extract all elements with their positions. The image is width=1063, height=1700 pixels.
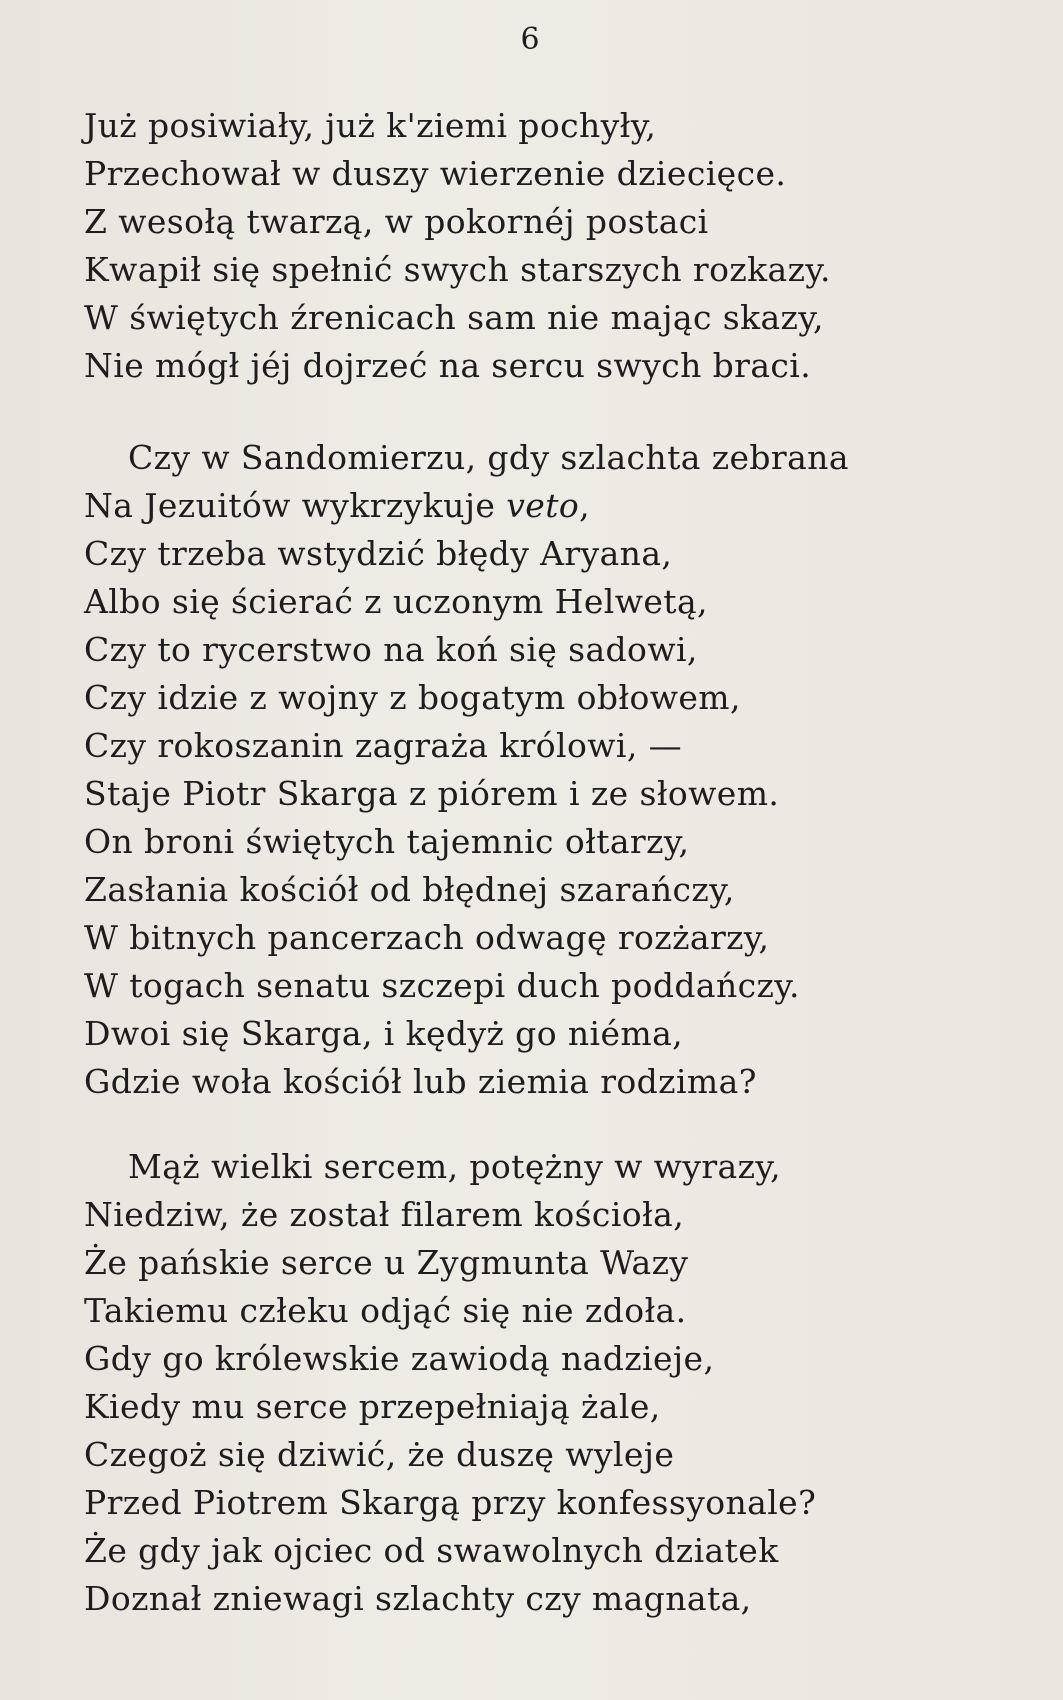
verse-line: W bitnych pancerzach odwagę rozżarzy, bbox=[84, 918, 770, 957]
verse-line: Z wesołą twarzą, w pokornéj postaci bbox=[84, 202, 709, 241]
stanza-3 bbox=[84, 1143, 816, 1623]
stanza-2 bbox=[84, 434, 849, 1106]
verse-line: Zasłania kościół od błędnej szarańczy, bbox=[84, 870, 735, 909]
verse-line: Czy rokoszanin zagraża królowi, — bbox=[84, 726, 683, 765]
verse-line: Kwapił się spełnić swych starszych rozkazy. bbox=[84, 250, 831, 289]
verse-line bbox=[84, 482, 849, 530]
verse-line: Przed Piotrem Skargą przy konfessyonale? bbox=[84, 1483, 817, 1522]
verse-line: Niedziw, że został filarem kościoła, bbox=[84, 1195, 685, 1234]
verse-line: Nie mógł jéj dojrzeć na sercu swych braci. bbox=[84, 346, 812, 385]
verse-line: On broni świętych tajemnic ołtarzy, bbox=[84, 822, 690, 861]
verse-line: Czy idzie z wojny z bogatym obłowem, bbox=[84, 678, 741, 717]
verse-line: Staje Piotr Skarga z piórem i ze słowem. bbox=[84, 774, 780, 813]
verse-line: Czy to rycerstwo na koń się sadowi, bbox=[84, 630, 698, 669]
page-number: 6 bbox=[520, 22, 540, 57]
verse-line: Gdy go królewskie zawiodą nadzieje, bbox=[84, 1339, 715, 1378]
verse-line: Że gdy jak ojciec od swawolnych dziatek bbox=[84, 1531, 779, 1570]
verse-line: Czy trzeba wstydzić błędy Aryana, bbox=[84, 534, 673, 573]
stanza-1 bbox=[84, 102, 831, 390]
verse-line: Dwoi się Skarga, i kędyż go niéma, bbox=[84, 1014, 684, 1053]
verse-line: Że pańskie serce u Zygmunta Wazy bbox=[84, 1243, 689, 1282]
verse-line: Już posiwiały, już k'ziemi pochyły, bbox=[84, 106, 657, 145]
verse-line: Kiedy mu serce przepełniają żale, bbox=[84, 1387, 661, 1426]
verse-line-first: Mąż wielki sercem, potężny w wyrazy, bbox=[128, 1147, 781, 1186]
verse-line: Czegoż się dziwić, że duszę wyleje bbox=[84, 1435, 675, 1474]
verse-line: Albo się ścierać z uczonym Helwetą, bbox=[84, 582, 708, 621]
verse-line-first: Czy w Sandomierzu, gdy szlachta zebrana bbox=[128, 438, 849, 477]
verse-text: Na Jezuitów wykrzykuje bbox=[84, 486, 507, 525]
verse-line: Przechował w duszy wierzenie dziecięce. bbox=[84, 154, 787, 193]
italic-word: veto bbox=[506, 486, 580, 525]
verse-line: W togach senatu szczepi duch poddańczy. bbox=[84, 966, 800, 1005]
verse-line: W świętych źrenicach sam nie mając skazy, bbox=[84, 298, 824, 337]
verse-line: Gdzie woła kościół lub ziemia rodzima? bbox=[84, 1062, 757, 1101]
verse-line: Takiemu człeku odjąć się nie zdoła. bbox=[84, 1291, 687, 1330]
punctuation: , bbox=[579, 486, 591, 525]
verse-line: Doznał zniewagi szlachty czy magnata, bbox=[84, 1579, 752, 1618]
